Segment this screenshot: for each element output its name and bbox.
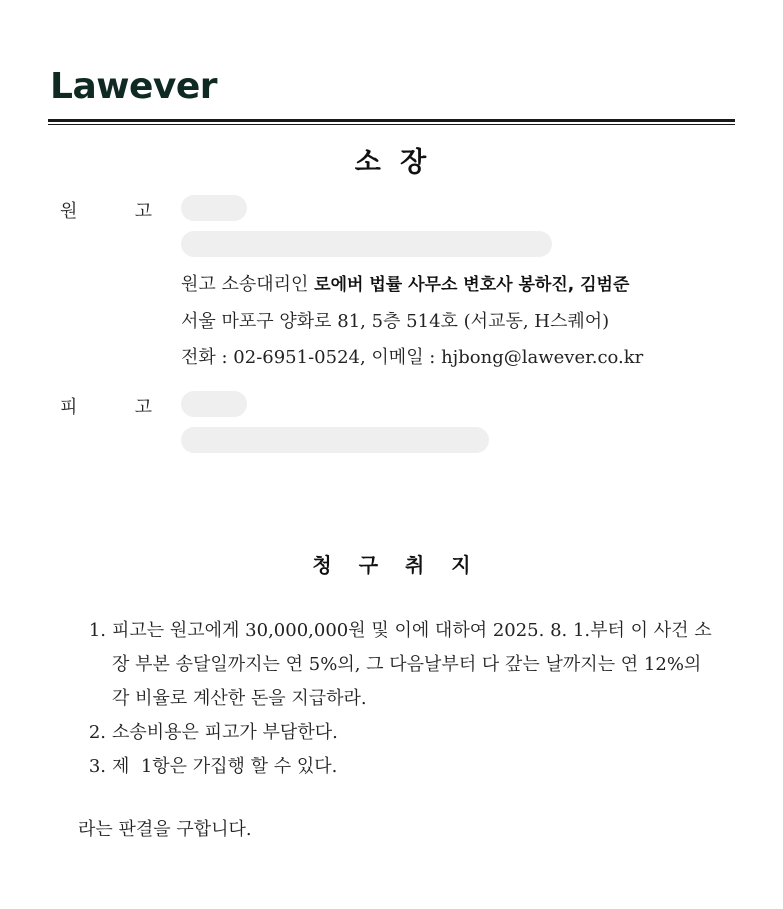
claim-item [78,716,718,750]
plaintiff-name-redacted [181,195,247,221]
defendant-label-second: 고 [134,397,152,418]
defendant-label-first: 피 [60,397,78,418]
lawever-logo: Lawever [50,66,218,107]
claim-text: 제 1항은 가집행 할 수 있다. [112,756,338,777]
plaintiff-label-second: 고 [134,201,152,222]
claims-list [78,614,718,784]
claims-title: 청 구 취 지 [312,553,481,577]
plaintiff-agent-line [181,270,629,296]
claim-item [78,750,718,784]
claim-item [78,614,718,716]
plaintiff-agent-address: 서울 마포구 양화로 81, 5층 514호 (서교동, H스퀘어) [181,311,610,332]
defendant-address-redacted [181,427,489,453]
defendant-name-redacted [181,391,247,417]
plaintiff-address-redacted [181,231,552,257]
header-divider-thin [48,124,735,125]
claim-text: 소송비용은 피고가 부담한다. [112,722,338,743]
claim-text: 피고는 원고에게 30,000,000원 및 이에 대하여 2025. 8. 1.부터 이 사건 소장 부본 송달일까지는 연 5%의, 그 다음날부터 다 갚는 날까지는 연 12%의 각 비율로 계산한 돈을 지급하라. [112,620,712,709]
closing-statement: 라는 판결을 구합니다. [78,819,252,840]
document-title: 소 장 [354,147,429,178]
defendant-label [60,393,152,419]
plaintiff-agent-name: 로에버 법률 사무소 변호사 봉하진, 김범준 [314,275,630,295]
claim-number: 2. [88,722,106,743]
claim-number: 1. [88,620,106,641]
header-divider-thick [48,119,735,122]
plaintiff-label [60,197,152,223]
plaintiff-agent-contact: 전화 : 02-6951-0524, 이메일 : hjbong@lawever.co.kr [181,347,644,368]
plaintiff-label-first: 원 [60,201,78,222]
plaintiff-agent-prefix: 원고 소송대리인 [181,274,315,295]
claim-number: 3. [88,756,106,777]
